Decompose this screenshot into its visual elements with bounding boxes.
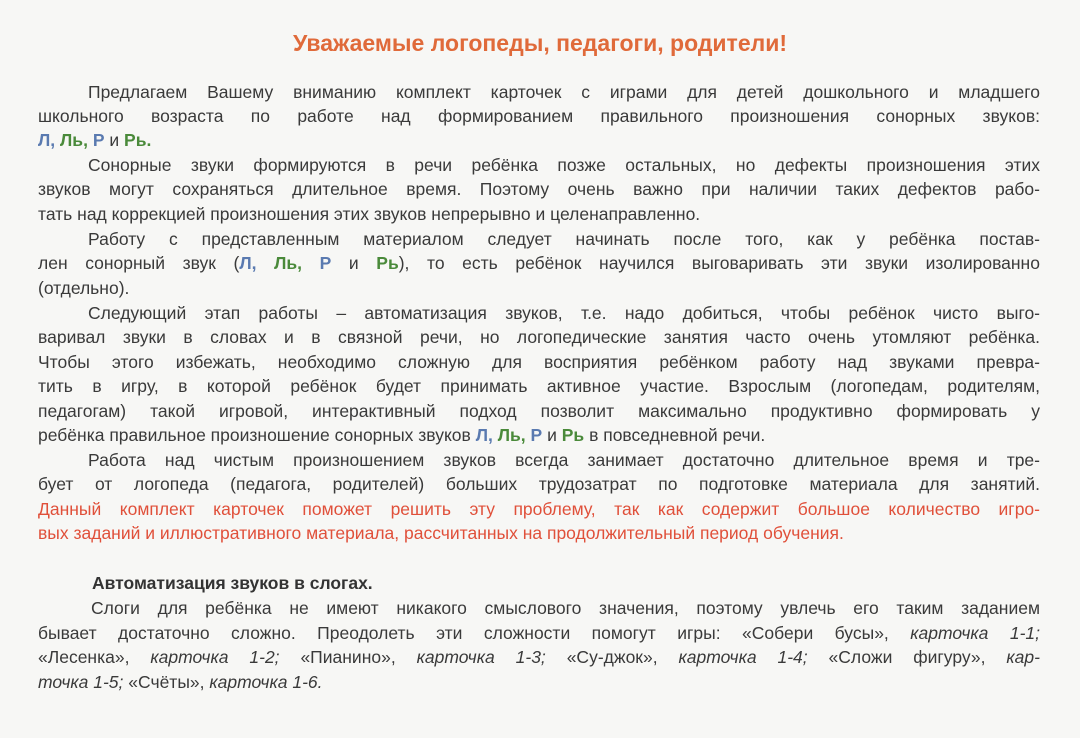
card-ref: карточка 1-1; [910,623,1040,643]
p1-line-3 [38,128,1040,153]
conj-and: и [109,130,120,150]
card-ref: карточка 1-6. [209,672,323,692]
p1-line-1: Предлагаем Вашему вниманию комплект карточек с играми для детей дошкольного и младшего [88,82,1040,102]
p4-line-3: Чтобы этого избежать, необходимо сложную для восприятия ребёнком работу над звуками преврa- [38,352,1040,372]
game-name: «Счёты», [128,672,205,692]
p4-line-2: варивал звуки в словах и в связной речи, но логопедические занятия часто очень утомляют ребёнка. [38,327,1040,347]
p1-line-2: школьного возраста по работе над формированием правильного произношения сонорных звуков: [38,106,1040,126]
sound-l: Л, [38,130,56,150]
section-text-a: бывает достаточно сложно. Преодолеть эти сложности помогут игры: «Собери бусы», [38,623,889,643]
p5-line-2: бует от логопеда (педагога, родителей) больших трудозатрат по подготовке материала для занятий. [38,474,1040,494]
card-ref: точка 1-5; [38,672,124,692]
sound-rj: Рь. [124,130,152,150]
p2-line-3: тать над коррекцией произношения этих звуков непрерывно и целенаправленно. [38,204,701,224]
sound-l: Л, [239,253,257,273]
sound-l: Л, [475,425,493,445]
p4-text-b: в повседневной речи. [589,425,766,445]
game-name: «Су-джок», [566,647,658,667]
p4-line-6 [38,423,1040,448]
card-ref: карточка 1-2; [150,647,280,667]
p5-line-4-highlight: вых заданий и иллюстративного материала, рассчитанных на продолжительный период обучения. [38,523,844,543]
p3-line-2 [38,251,1040,276]
game-name: «Пианино», [300,647,396,667]
sound-rj: Рь [376,253,399,273]
section-line-4 [38,670,1040,695]
card-ref: кар- [1006,647,1040,667]
sound-r: Р [319,253,332,273]
p5-line-1: Работа над чистым произношением звуков всегда занимает достаточно длительное время и тре- [88,450,1040,470]
sound-r: Р [92,130,105,150]
p3-line-3: (отдельно). [38,278,130,298]
sound-rj: Рь [561,425,585,445]
sound-lj: Ль, [497,425,526,445]
sound-r: Р [530,425,543,445]
card-ref: карточка 1-3; [416,647,546,667]
section-heading: Автоматизация звуков в слогах. [92,573,373,593]
p2-line-2: звуков могут сохраняться длительное время. Поэтому очень важно при наличии таких дефектов рабо- [38,179,1040,199]
sound-lj: Ль, [274,253,303,273]
p3-text-b: ), то есть ребёнок научился выговаривать эти звуки изолированно [398,253,1040,273]
p4-line-1: Следующий этап работы – автоматизация звуков, т.е. надо добиться, чтобы ребёнок чисто выго- [88,303,1040,323]
sound-lj: Ль, [60,130,88,150]
p4-text-a: ребёнка правильное произношение сонорных звуков [38,425,471,445]
p5-line-3-highlight: Данный комплект карточек поможет решить эту проблему, так как содержит большое количество игро- [38,499,1040,519]
card-ref: карточка 1-4; [678,647,808,667]
conj-and: и [547,425,557,445]
p4-line-5: педагогам) такой игровой, интерактивный подход позволит максимально продуктивно формировать у [38,401,1040,421]
section-line-3 [38,645,1040,670]
page-title: Уважаемые логопеды, педагоги, родители! [292,30,788,56]
p4-line-4: тить в игру, в которой ребёнок будет принимать активное участие. Взрослым (логопедам, родителям, [38,376,1040,396]
section-line-1: Слоги для ребёнка не имеют никакого смыслового значения, поэтому увлечь его таким заданием [91,598,1040,618]
p2-line-1: Сонорные звуки формируются в речи ребёнка позже остальных, но дефекты произношения этих [88,155,1040,175]
conj-and: и [348,253,359,273]
game-name: «Лесенка», [38,647,130,667]
section-line-2 [38,621,1040,646]
p3-text-a: лен сонорный звук ( [38,253,240,273]
game-name: «Сложи фигуру», [828,647,986,667]
p3-line-1: Работу с представленным материалом следует начинать после того, как у ребёнка постав- [88,229,1040,249]
